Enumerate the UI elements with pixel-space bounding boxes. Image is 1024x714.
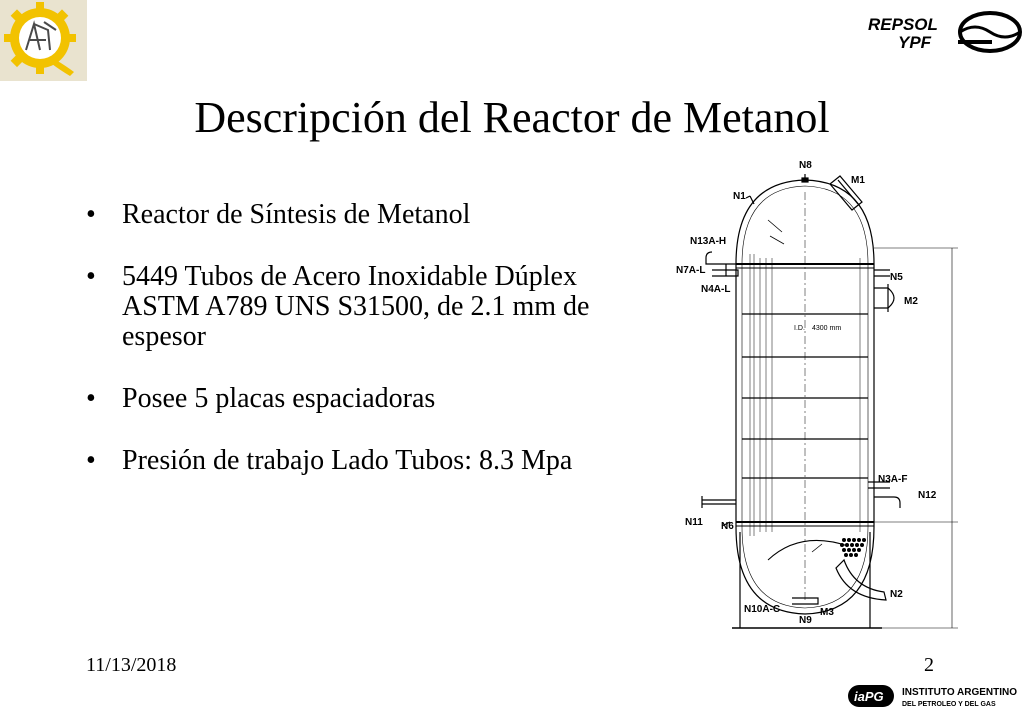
- nozzle-label: N11: [685, 517, 703, 528]
- id-value: 4300 mm: [812, 325, 842, 332]
- reactor-diagram: [672, 152, 972, 632]
- bullet-text: Presión de trabajo Lado Tubos: 8.3 Mpa: [122, 445, 573, 476]
- reactor-schematic: [672, 152, 972, 632]
- nozzle-label: N4A-L: [701, 284, 731, 295]
- slide-title: Descripción del Reactor de Metanol: [194, 93, 830, 142]
- institution-logo: [0, 0, 87, 81]
- bullet-text: 5449 Tubos de Acero Inoxidable Dúplex ASTM A789 UNS S31500, de 2.1 mm de espesor: [122, 261, 590, 352]
- nozzle-label: N12: [918, 490, 937, 501]
- bullet-item: [86, 262, 626, 352]
- m2-manhole: [874, 288, 894, 308]
- nozzle-label: M3: [820, 607, 834, 618]
- bullet-icon: •: [86, 261, 96, 292]
- bullet-icon: •: [86, 199, 96, 230]
- nozzle-label: N6: [721, 521, 734, 532]
- nozzle-label: N2: [890, 589, 903, 600]
- id-label: I.D.: [794, 325, 805, 332]
- nozzle-label: M2: [904, 296, 918, 307]
- nozzle-label: M1: [851, 175, 865, 186]
- bullet-item: [86, 446, 626, 476]
- nozzle-label: N9: [799, 615, 812, 626]
- bullet-item: [86, 200, 626, 230]
- logo-ypf-text: YPF: [898, 33, 932, 52]
- bullet-text: Reactor de Síntesis de Metanol: [122, 199, 471, 230]
- repsol-ypf-logo: [862, 10, 1024, 60]
- bullet-icon: •: [86, 445, 96, 476]
- nozzle-label: N1: [733, 191, 746, 202]
- iapg-logo: [848, 682, 1024, 709]
- nozzle-label: N10A-C: [744, 604, 781, 615]
- repsol-ypf-icon: [862, 10, 1024, 60]
- slide-date: 11/13/2018: [86, 654, 177, 676]
- logo-iapg-text: iaPG: [854, 689, 884, 704]
- nozzle-label: N7A-L: [676, 265, 706, 276]
- n2-outlet: [836, 560, 886, 600]
- nozzle-label: N8: [799, 160, 812, 171]
- page-number: 2: [924, 654, 934, 676]
- iapg-icon: [848, 682, 1024, 709]
- catalyst-dots: [840, 538, 866, 557]
- nozzle-label: N3A-F: [878, 474, 908, 485]
- bullet-list: [86, 200, 626, 508]
- bullet-icon: •: [86, 383, 96, 414]
- gear-logo-icon: [0, 0, 87, 81]
- bullet-item: [86, 384, 626, 414]
- logo-iapg-line1: INSTITUTO ARGENTINO: [902, 687, 1017, 698]
- logo-iapg-line2: DEL PETROLEO Y DEL GAS: [902, 701, 996, 708]
- bullet-text: Posee 5 placas espaciadoras: [122, 383, 436, 414]
- logo-repsol-text: REPSOL: [868, 15, 938, 34]
- nozzle-label: N13A-H: [690, 236, 727, 247]
- nozzle-label: N5: [890, 272, 903, 283]
